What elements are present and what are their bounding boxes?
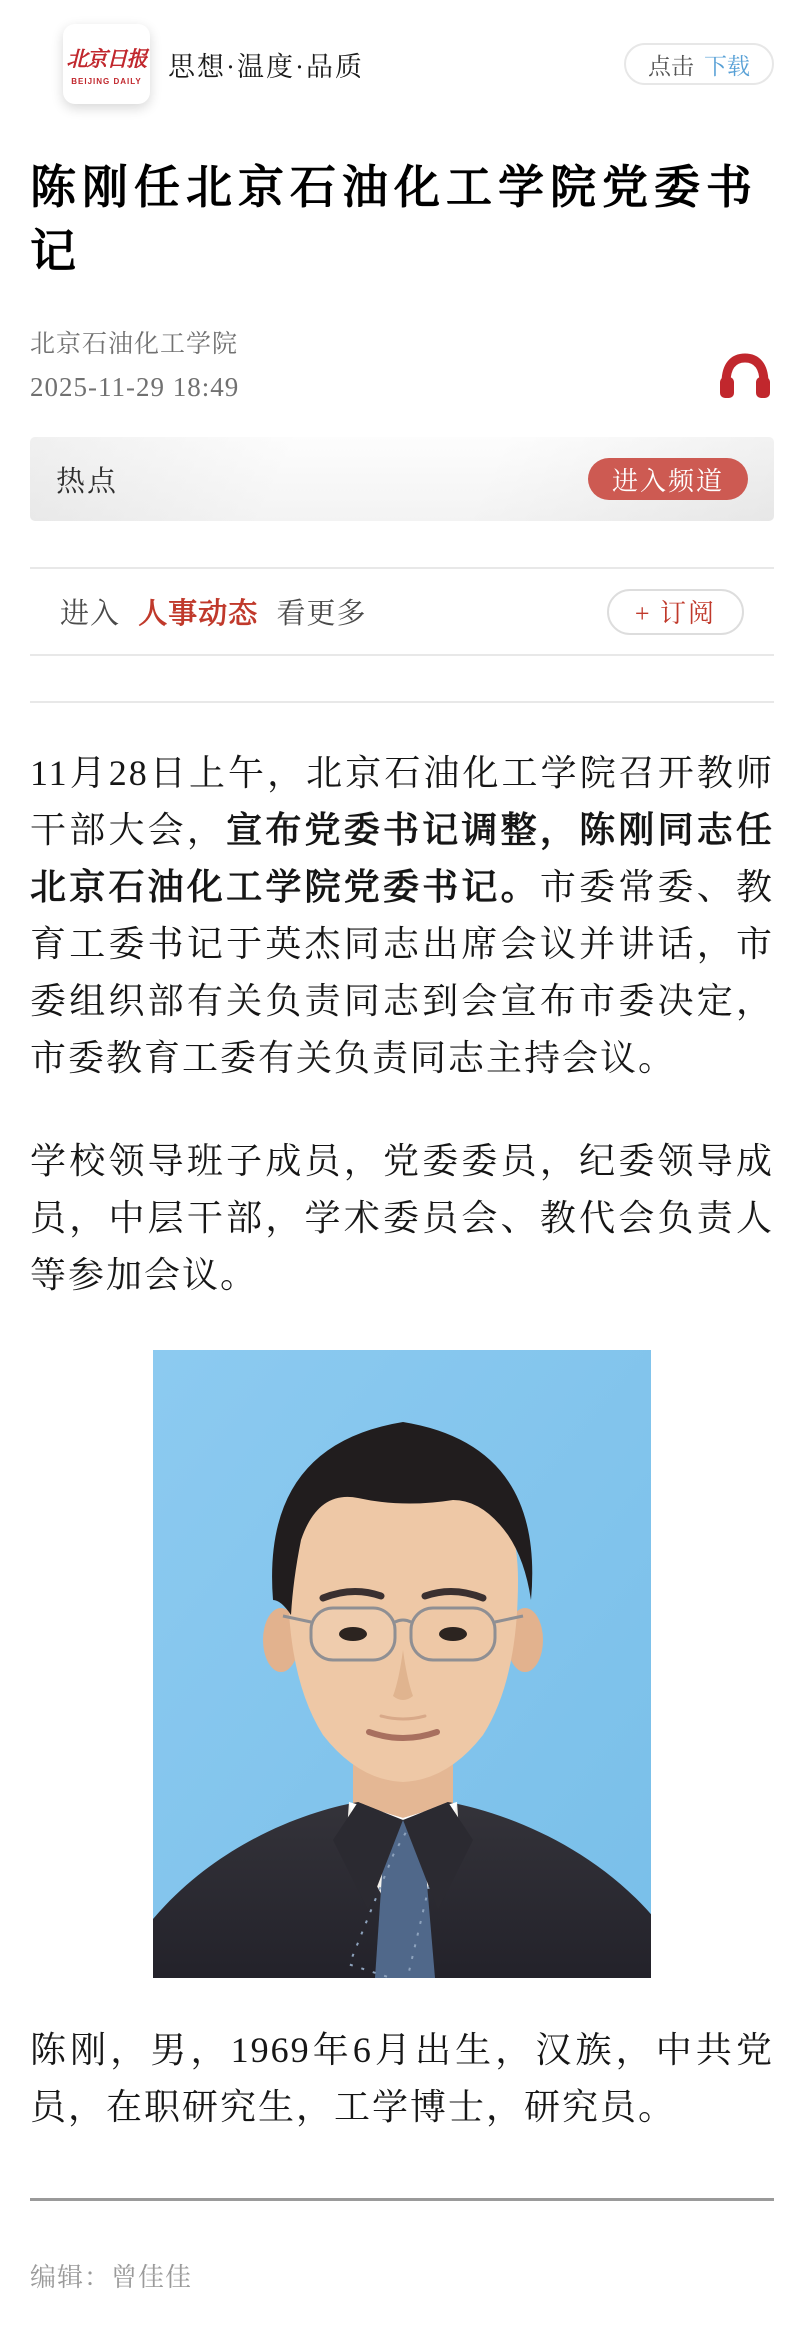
meta-left <box>30 324 239 403</box>
section-divider <box>30 701 774 703</box>
topic-suffix-text: 看更多 <box>276 598 367 630</box>
download-prefix-text: 点击 <box>648 53 694 79</box>
topic-subscribe-row <box>30 567 774 656</box>
subscribe-button[interactable]: + 订阅 <box>607 589 744 635</box>
p1-bold-text: 宣布党委书记调整，陈刚同志任北京石油化工学院党委书记。 <box>30 810 774 907</box>
headphone-icon <box>716 353 774 401</box>
app-header <box>0 0 804 112</box>
paragraph-3: 陈刚，男，1969年6月出生，汉族，中共党员，在职研究生，工学博士，研究员。 <box>30 2030 774 2127</box>
portrait-photo <box>153 1350 651 1978</box>
slogan-text: 思想·温度·品质 <box>168 51 364 82</box>
listen-audio-button[interactable] <box>716 353 774 401</box>
paragraph-2: 学校领导班子成员，党委委员，纪委领导成员，中层干部，学术委员会、教代会负责人等参加会议。 <box>30 1141 774 1295</box>
topic-entry <box>60 591 367 632</box>
article-source[interactable]: 北京石油化工学院 <box>30 331 239 358</box>
article-datetime: 2025-11-29 18:49 <box>30 372 240 402</box>
topic-prefix-text: 进入 <box>60 598 121 630</box>
beijing-daily-logo[interactable] <box>63 24 150 104</box>
article-meta <box>30 324 774 403</box>
portrait-illustration <box>153 1350 651 1978</box>
editor-credit: 编辑：曾佳佳 <box>30 2263 193 2292</box>
p1-text-b: 市委常委、教育工委书记于英杰同志出席会议并讲话，市委组织部有关负责同志到会宣布市委决定，市委教育工委有关负责同志主持会议。 <box>30 867 774 1078</box>
article-title: 陈刚任北京石油化工学院党委书记 <box>30 162 758 277</box>
p1-text-a: 11月28日上午，北京石油化工学院召开教师干部大会， <box>30 753 774 850</box>
hot-channel-card[interactable] <box>30 437 774 521</box>
enter-channel-button[interactable]: 进入频道 <box>588 458 748 500</box>
logo-en-text: BEIJING DAILY <box>71 76 142 86</box>
logo-cn-text: 北京日报 <box>66 46 147 71</box>
footer-divider <box>30 2198 774 2201</box>
article-body <box>30 745 774 2136</box>
paragraph-1 <box>30 745 774 1087</box>
download-action-text: 下载 <box>704 53 750 79</box>
channel-label: 热点 <box>56 465 119 498</box>
download-app-button[interactable] <box>624 43 774 85</box>
topic-link[interactable]: 人事动态 <box>138 598 259 630</box>
